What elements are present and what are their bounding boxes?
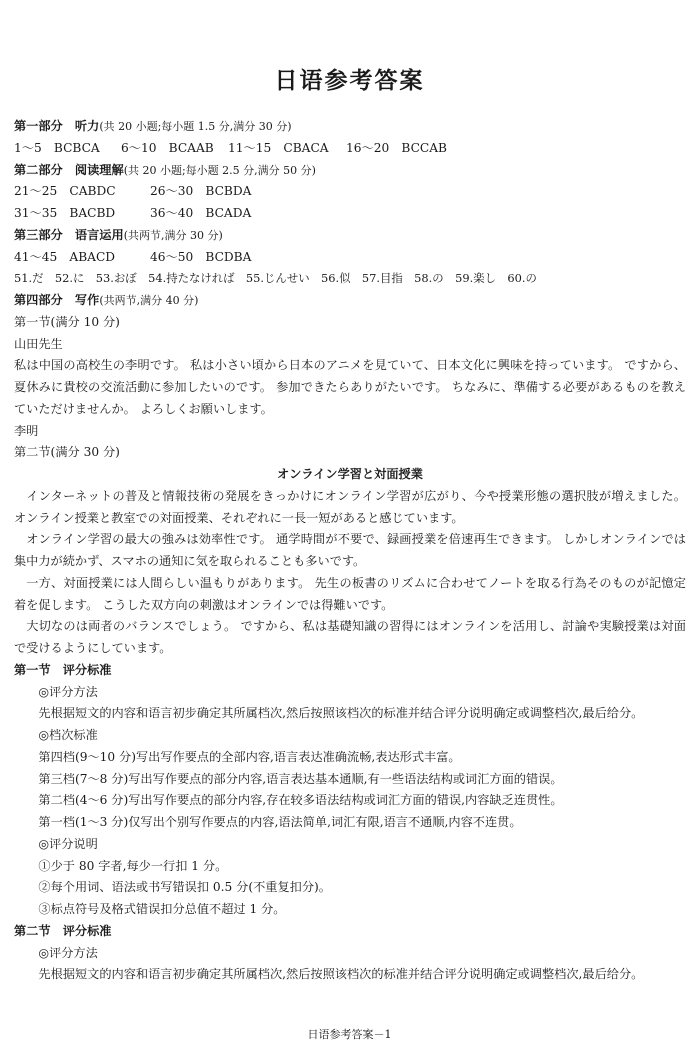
grading2-method-label: ◎评分方法 xyxy=(38,945,98,960)
part2-note: (共 20 小题;每小题 2.5 分,满分 50 分) xyxy=(123,163,316,177)
grading-level: 第三档(7～8 分)写出写作要点的部分内容,语言表达基本通顺,有一些语法结构或词汇方面的错误。 xyxy=(38,771,563,786)
grading-note: ③标点符号及格式错误扣分总值不超过 1 分。 xyxy=(38,902,286,916)
answer-group: 41～45 ABACD xyxy=(14,249,116,264)
letter-recipient: 山田先生 xyxy=(14,336,63,351)
grading1-method-text: 先根据短文的内容和语言初步确定其所属档次,然后按照该档次的标准并结合评分说明确定或调整档次,最后给分。 xyxy=(38,706,644,721)
essay-paragraph: インターネットの普及と情報技術の発展をきっかけにオンライン学習が広がり、今や授業形態の選択肢が増えました。 オンライン授業と教室での対面授業、それぞれに一長一短があると感じています。 xyxy=(14,488,686,525)
answer-group: 11～15 CBACA xyxy=(228,140,329,155)
part2-heading-line xyxy=(14,160,686,182)
part3-heading-line xyxy=(14,225,686,247)
grading1-heading: 第一节 评分标准 xyxy=(14,662,112,677)
page-title: 日语参考答案 xyxy=(274,68,425,94)
grading2-heading: 第二节 评分标准 xyxy=(14,923,112,938)
part2-answers-row1 xyxy=(14,181,686,203)
part3-fill-answers: 51.だ 52.に 53.おぼ 54.持たなければ 55.じんせい 56.似 57.目指 58.の 59.楽し 60.の xyxy=(14,271,537,286)
part1-heading-line xyxy=(14,116,686,138)
answer-group: 31～35 BACBD xyxy=(14,206,116,220)
answer-group: 36～40 BCADA xyxy=(150,206,252,220)
grading-level: 第四档(9～10 分)写出写作要点的全部内容,语言表达准确流畅,表达形式丰富。 xyxy=(38,749,461,764)
answer-group: 16～20 BCCAB xyxy=(346,140,447,155)
essay-title: オンライン学習と対面授業 xyxy=(277,467,423,481)
part3-note: (共两节,满分 30 分) xyxy=(123,228,223,242)
part2-heading: 第二部分 阅读理解 xyxy=(14,162,124,177)
grading1-notes-label: ◎评分说明 xyxy=(38,836,98,851)
part4-section2-label: 第二节(满分 30 分) xyxy=(14,445,120,460)
page-footer: 日语参考答案－1 xyxy=(307,1028,392,1041)
letter-body: 私は中国の高校生の李明です。 私は小さい頃から日本のアニメを見ていて、日本文化に興味を持っています。 ですから、夏休みに貴校の交流活動に参加したいのです。 参加できたらありがたいです。 ちなみに、準備する必要があるものを教えていただけませんか。 よろしくお願いします。 xyxy=(14,358,686,416)
essay-paragraph: 大切なのは両者のバランスでしょう。 ですから、私は基礎知識の習得にはオンラインを活用し、討論や実験授業は対面で受けるようにしています。 xyxy=(14,619,686,655)
answer-group: 21～25 CABDC xyxy=(14,184,116,199)
letter-signature: 李明 xyxy=(14,423,39,438)
grading2-method-text: 先根据短文的内容和语言初步确定其所属档次,然后按照该档次的标准并结合评分说明确定或调整档次,最后给分。 xyxy=(38,967,644,982)
grading1-levels-label: ◎档次标准 xyxy=(38,728,98,742)
part3-answers-row1 xyxy=(14,247,686,269)
part4-note: (共两节,满分 40 分) xyxy=(99,294,199,307)
answer-group: 26～30 BCBDA xyxy=(150,184,252,199)
part1-answers xyxy=(14,138,686,160)
essay-paragraph: 一方、対面授業には人間らしい温もりがあります。 先生の板書のリズムに合わせてノートを取る行為そのものが記憶定着を促します。 こうした双方向の刺激はオンラインでは得難いです。 xyxy=(14,575,686,612)
answer-content xyxy=(14,116,686,986)
part4-section1-label: 第一节(满分 10 分) xyxy=(14,314,120,329)
grading1-method-label: ◎评分方法 xyxy=(38,684,98,699)
grading-note: ②每个用词、语法或书写错误扣 0.5 分(不重复扣分)。 xyxy=(38,880,331,895)
part3-heading: 第三部分 语言运用 xyxy=(14,227,124,242)
answer-group: 6～10 BCAAB xyxy=(121,140,214,155)
grading-note: ①少于 80 字者,每少一行扣 1 分。 xyxy=(38,858,228,873)
answer-group: 46～50 BCDBA xyxy=(150,249,252,264)
part1-heading: 第一部分 听力 xyxy=(14,119,100,133)
grading-level: 第二档(4～6 分)写出写作要点的部分内容,存在较多语法结构或词汇方面的错误,内容缺乏连贯性。 xyxy=(38,793,563,808)
part2-answers-row2 xyxy=(14,203,686,225)
part1-note: (共 20 小题;每小题 1.5 分,满分 30 分) xyxy=(99,120,292,133)
part4-heading-line xyxy=(14,290,686,312)
grading-level: 第一档(1～3 分)仅写出个别写作要点的内容,语法简单,词汇有限,语言不通顺,内容不连贯。 xyxy=(38,815,522,829)
answer-group: 1～5 BCBCA xyxy=(14,140,100,155)
part4-heading: 第四部分 写作 xyxy=(14,293,100,307)
essay-paragraph: オンライン学習の最大の強みは効率性です。 通学時間が不要で、録画授業を倍速再生できます。 しかしオンラインでは集中力が続かず、スマホの通知に気を取られることも多いです。 xyxy=(14,532,686,568)
